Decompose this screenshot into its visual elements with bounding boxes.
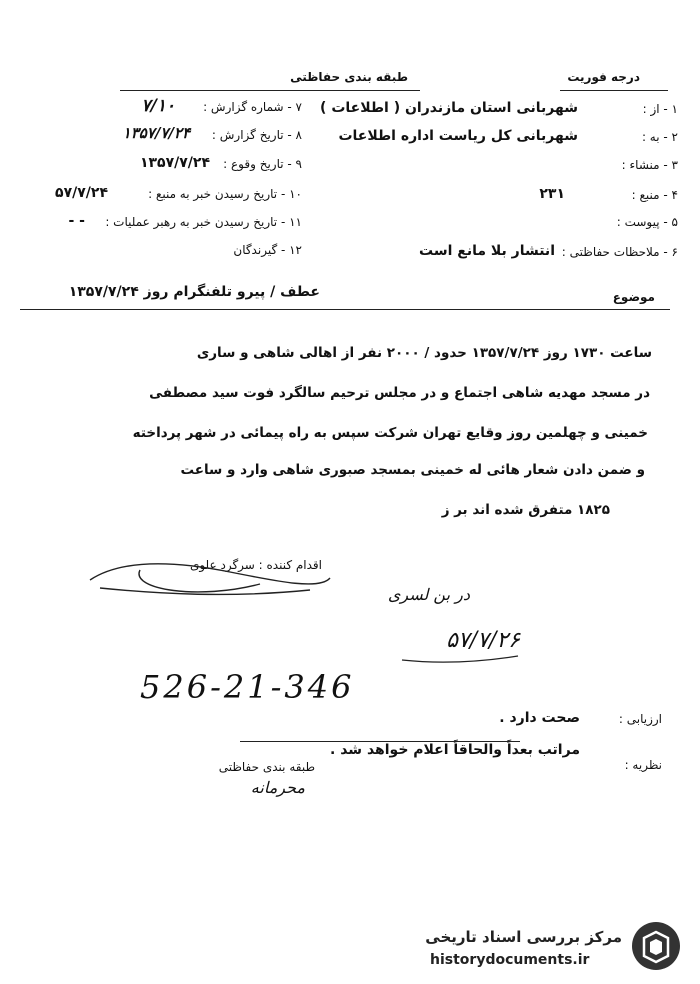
field-report-date-value: ۱۳۵۷/۷/۲۴ [122,124,190,142]
date-underline [400,650,520,670]
field-source-received-label: ۱۰ - تاریخ رسیدن خبر به منبع : [148,187,302,201]
action-officer-text: اقدام کننده : سرگرد علوی [189,558,322,572]
field-operations-received-label: ۱۱ - تاریخ رسیدن خبر به رهبر عملیات : [105,215,302,229]
subject-value: عطف / پیرو تلفنگرام روز ۱۳۵۷/۷/۲۴ [68,284,320,300]
evaluation-value: صحت دارد . [499,710,580,726]
date-scribble: ۵۷/۷/۲۶ [446,628,520,653]
field-origin-label: ۳ - منشاء : [621,158,678,172]
field-occurrence-date-label: ۹ - تاریخ وقوع : [223,157,302,171]
subject-label: موضوع [612,290,655,304]
opinion-divider [240,741,520,742]
scribble-text: در بن لسری [387,585,470,604]
header-divider-left [120,90,420,91]
watermark-name: مرکز بررسی اسناد تاریخی [425,928,622,946]
signature-scribble [80,550,340,610]
field-report-date-label: ۸ - تاریخ گزارش : [211,128,302,142]
header-divider-right [560,90,668,91]
field-occurrence-date-value: ۱۳۵۷/۷/۲۴ [139,155,210,171]
watermark-url: historydocuments.ir [430,952,590,968]
field-operations-received-value: - - [68,213,85,229]
body-line-4: و ضمن دادن شعار هائی له خمینی بمسجد صبوری شاهی وارد و ساعت [180,462,645,478]
field-attachment-label: ۵ - پیوست : [616,215,678,229]
body-line-2: در مسجد مهدیه شاهی اجتماع و در مجلس ترحیم سالگرد فوت سید مصطفی [149,385,650,401]
bottom-confidential-text: محرمانه [250,778,305,797]
field-report-number-label: ۷ - شماره گزارش : [203,100,302,114]
body-line-5: ۱۸۲۵ متفرق شده اند بر ز [441,502,610,518]
classification-label: طبقه بندی حفاظتی [290,70,408,84]
field-recipients-label: ۱۲ - گیرندگان [233,243,302,257]
field-security-notes-label: ۶ - ملاحظات حفاظتی : [561,245,678,259]
handwritten-number: 526-21-346 [140,668,355,706]
urgency-label: درجه فوریت [567,70,640,84]
field-to-value: شهربانی کل ریاست اداره اطلاعات [338,128,578,144]
field-from-value: شهربانی استان مازندران ( اطلاعات ) [320,100,578,116]
opinion-label: نظریه : [624,758,662,772]
subject-divider [20,309,670,310]
field-report-number-value: ۷/۱۰ [141,96,175,116]
field-source-label: ۴ - منبع : [631,188,678,202]
field-source-received-value: ۵۷/۷/۲۴ [55,185,108,201]
body-line-1: ساعت ۱۷۳۰ روز ۱۳۵۷/۷/۲۴ حدود / ۲۰۰۰ نفر از اهالی شاهی و ساری [196,345,652,361]
bottom-classification-stamp: طبقه بندی حفاظتی [218,760,315,774]
field-to-label: ۲ - به : [641,130,678,144]
opinion-value: مراتب بعداً والحاقاً اعلام خواهد شد . [330,742,580,758]
field-source-value: ۲۳۱ [539,186,565,202]
field-security-notes-value: انتشار بلا مانع است [419,243,555,259]
evaluation-label: ارزیابی : [618,712,662,726]
watermark-logo-icon [630,920,682,972]
body-line-3: خمینی و چهلمین روز وقایع تهران شرکت سپس به راه پیمائی در شهر پرداخته [132,425,648,441]
field-from-label: ۱ - از : [642,102,678,116]
